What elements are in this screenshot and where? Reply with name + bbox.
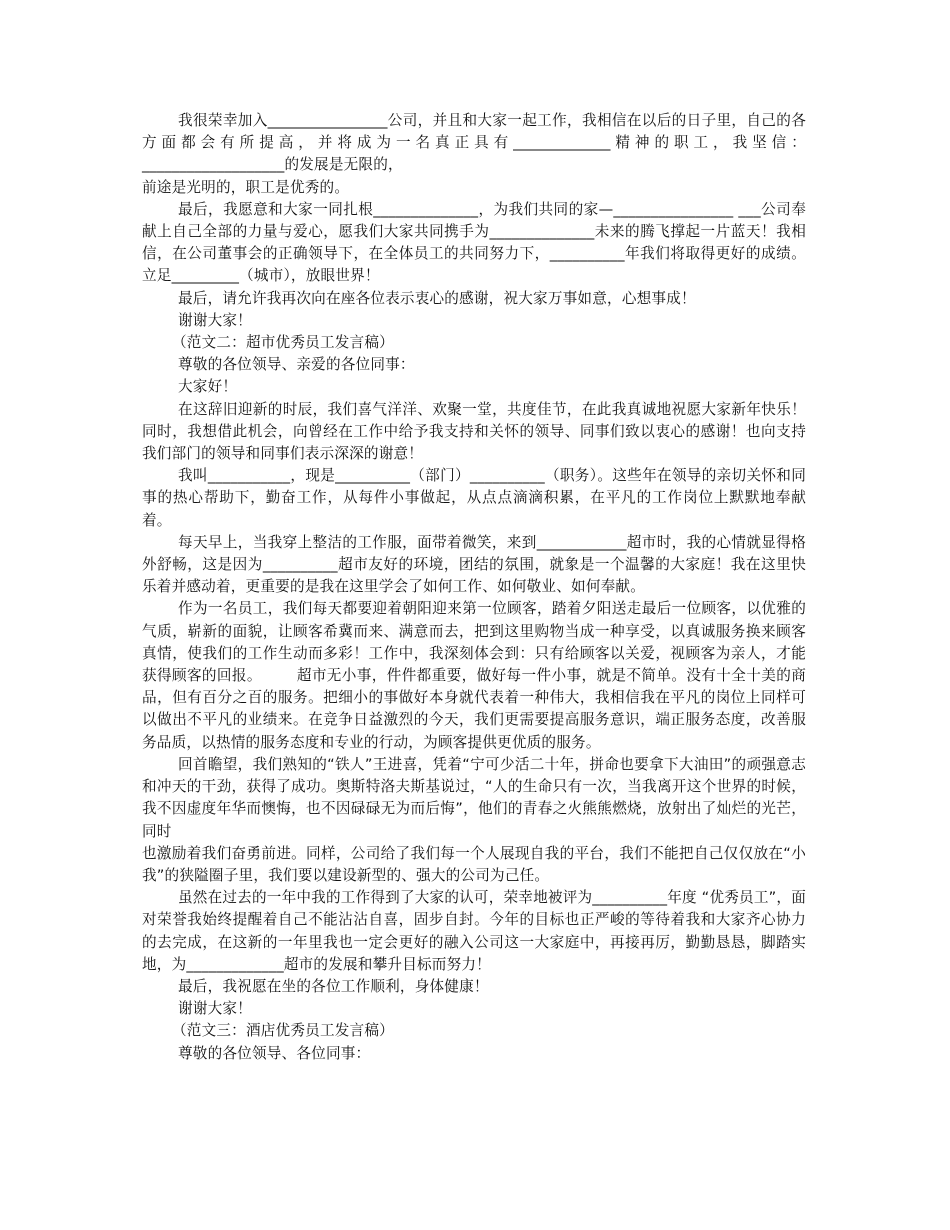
paragraph: 我叫___________，现是__________（部门）__________（职务）。这些年在领导的亲切关怀和同事的热心帮助下，勤奋工作，从每件小事做起，从点点滴滴积累，在平凡的工作岗位上默默地奉献着。 <box>142 467 806 529</box>
paragraph: 作为一名员工，我们每天都要迎着朝阳迎来第一位顾客，踏着夕阳送走最后一位顾客，以优雅的气质，崭新的面貌，让顾客希冀而来、满意而去，把到这里购物当成一种享受，以真诚服务换来顾客真情，使我们的工作生动而多彩！工作中，我深刻体会到：只有给顾客以关爱，视顾客为亲人，才能获得顾客的回报。 超市无小事，件件都重要，做好每一件小事，就是不简单。没有十全十美的商品，但有百分之百的服务。把细小的事做好本身就代表着一种伟大，我相信我在平凡的岗位上同样可以做出不平凡的业绩来。在竞争日益激烈的今天，我们更需要提高服务意识，端正服务态度，改善服务品质，以热情的服务态度和专业的行动，为顾客提供更优质的服务。 <box>142 600 806 751</box>
section-heading: （范文三：酒店优秀员工发言稿） <box>172 1022 394 1040</box>
document-body <box>142 110 806 1065</box>
paragraph: 最后，请允许我再次向在座各位表示衷心的感谢，祝大家万事如意，心想事成！ <box>178 289 696 307</box>
paragraph: 最后，我愿意和大家一同扎根______________，为我们共同的家—________________ ___公司奉献上自己全部的力量与爱心，愿我们大家共同携手为______________未来的腾飞撑起一片蓝天！我相信，在公司董事会的正确领导下，在全体员工的共同努力下，__________年我们将取得更好的成绩。立足_________（城市），放眼世界！ <box>142 200 806 285</box>
salutation: 尊敬的各位领导、亲爱的各位同事： <box>178 356 415 374</box>
paragraph: 最后，我祝愿在坐的各位工作顺利，身体健康！ <box>178 977 489 995</box>
paragraph: 在这辞旧迎新的时辰，我们喜气洋洋、欢聚一堂，共度佳节，在此我真诚地祝愿大家新年快乐！同时，我想借此机会，向曾经在工作中给予我支持和关怀的领导、同事们致以衷心的感谢！也向支持我们部门的领导和同事们表示深深的谢意！ <box>142 400 806 463</box>
paragraph: 回首瞻望，我们熟知的“铁人”王进喜，凭着“宁可少活二十年，拼命也要拿下大油田”的顽强意志和冲天的干劲，获得了成功。奥斯特洛夫斯基说过，“人的生命只有一次，当我离开这个世界的时候，我不因虚度年华而懊悔，也不因碌碌无为而后悔”，他们的青春之火熊熊燃烧，放射出了灿烂的光芒，同时 <box>142 755 806 840</box>
paragraph: 我很荣幸加入________________公司，并且和大家一起工作，我相信在以后的日子里，自己的各方面都会有所提高，并将成为一名真正具有_____________精神的职工，我坚信：___________________的发展是无限的， <box>142 112 806 174</box>
salutation: 尊敬的各位领导、各位同事： <box>178 1044 371 1062</box>
section-heading: （范文二：超市优秀员工发言稿） <box>172 334 394 352</box>
paragraph: 谢谢大家！ <box>178 311 252 329</box>
paragraph: 前途是光明的，职工是优秀的。 <box>142 178 350 196</box>
paragraph: 也激励着我们奋勇前进。同样，公司给了我们每一个人展现自我的平台，我们不能把自己仅仅放在“小我”的狭隘圈子里，我们要以建设新型的、强大的公司为己任。 <box>142 844 806 884</box>
paragraph: 虽然在过去的一年中我的工作得到了大家的认可，荣幸地被评为__________年度 “优秀员工”，面对荣誉我始终提醒着自己不能沾沾自喜，固步自封。今年的目标也正严峻的等待着我和大家齐心协力的去完成，在这新的一年里我也一定会更好的融入公司这一大家庭中，再接再厉，勤勤恳恳，脚踏实地，为_____________超市的发展和攀升目标而努力！ <box>142 889 806 973</box>
greeting: 大家好！ <box>178 378 238 396</box>
paragraph: 每天早上，当我穿上整洁的工作服，面带着微笑，来到____________超市时，我的心情就显得格外舒畅，这是因为__________超市友好的环境，团结的氛围，就象是一个温馨的大家庭！我在这里快乐着并感动着，更重要的是我在这里学会了如何工作、如何敬业、如何奉献。 <box>142 533 806 596</box>
paragraph: 谢谢大家！ <box>178 1000 252 1018</box>
